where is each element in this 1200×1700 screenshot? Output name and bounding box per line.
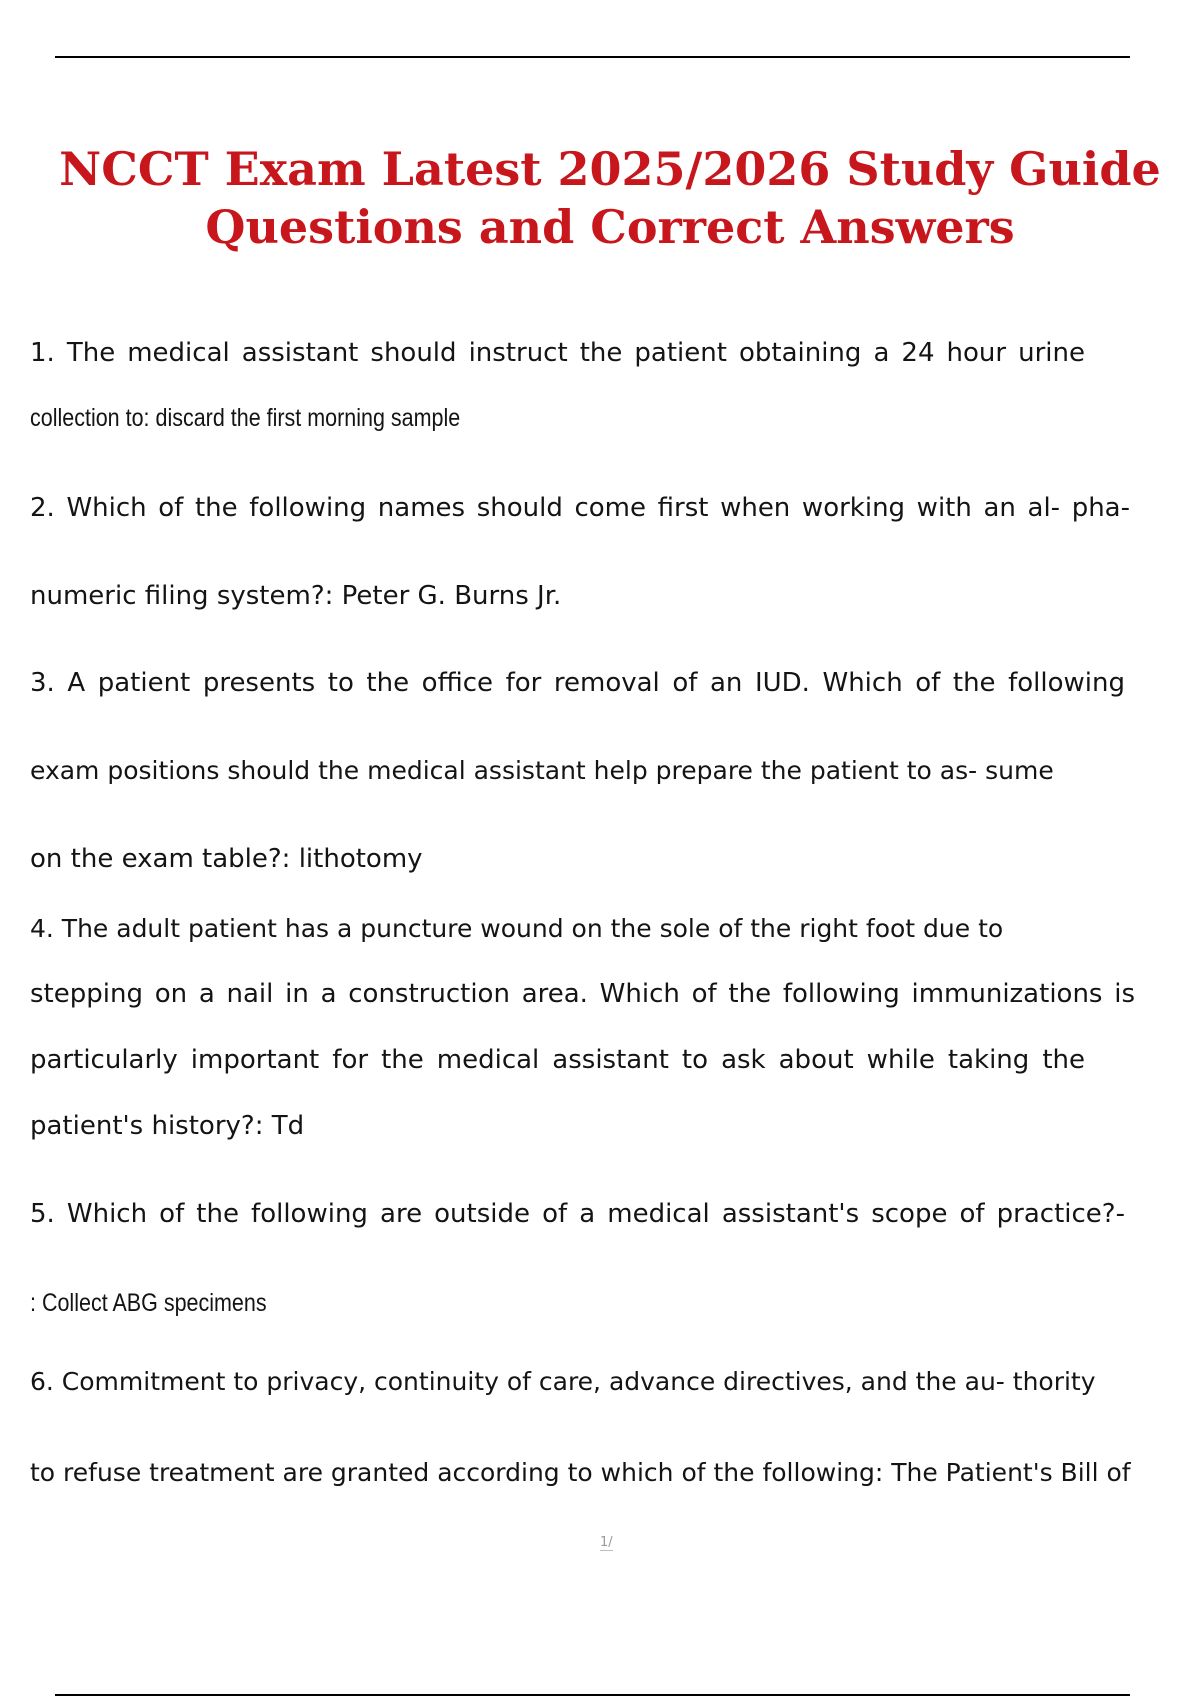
q4-line-3: particularly important for the medical assistant to ask about while taking the [30, 1045, 1085, 1075]
q1-line-1: 1. The medical assistant should instruct the patient obtaining a 24 hour urine [30, 338, 1085, 368]
q4-line-1: 4. The adult patient has a puncture wound on the sole of the right foot due to [30, 914, 1004, 943]
q3-line-2: exam positions should the medical assistant help prepare the patient to as- sume [30, 756, 1054, 785]
document-title [40, 140, 1180, 256]
q4-line-2: stepping on a nail in a construction area. Which of the following immunizations is [30, 979, 1135, 1009]
top-rule [55, 56, 1130, 58]
bottom-rule [55, 1694, 1130, 1696]
q2-line-1: 2. Which of the following names should come first when working with an al- pha- [30, 493, 1130, 523]
q2-line-2: numeric filing system?: Peter G. Burns Jr. [30, 581, 562, 611]
q1-line-2: collection to: discard the first morning sample [30, 404, 461, 432]
q3-line-3: on the exam table?: lithotomy [30, 844, 423, 874]
title-line-2: Questions and Correct Answers [205, 200, 1015, 254]
title-line-1: NCCT Exam Latest 2025/2026 Study Guide [59, 142, 1161, 196]
page-number: 1/ [600, 1535, 613, 1550]
q4-line-4: patient's history?: Td [30, 1111, 305, 1141]
q5-line-2: : Collect ABG specimens [30, 1289, 267, 1317]
q3-line-1: 3. A patient presents to the office for removal of an IUD. Which of the following [30, 668, 1125, 698]
q6-line-2: to refuse treatment are granted according to which of the following: The Patient's Bill of [30, 1458, 1131, 1487]
q5-line-1: 5. Which of the following are outside of a medical assistant's scope of practice?- [30, 1199, 1125, 1229]
q6-line-1: 6. Commitment to privacy, continuity of care, advance directives, and the au- thority [30, 1367, 1096, 1396]
